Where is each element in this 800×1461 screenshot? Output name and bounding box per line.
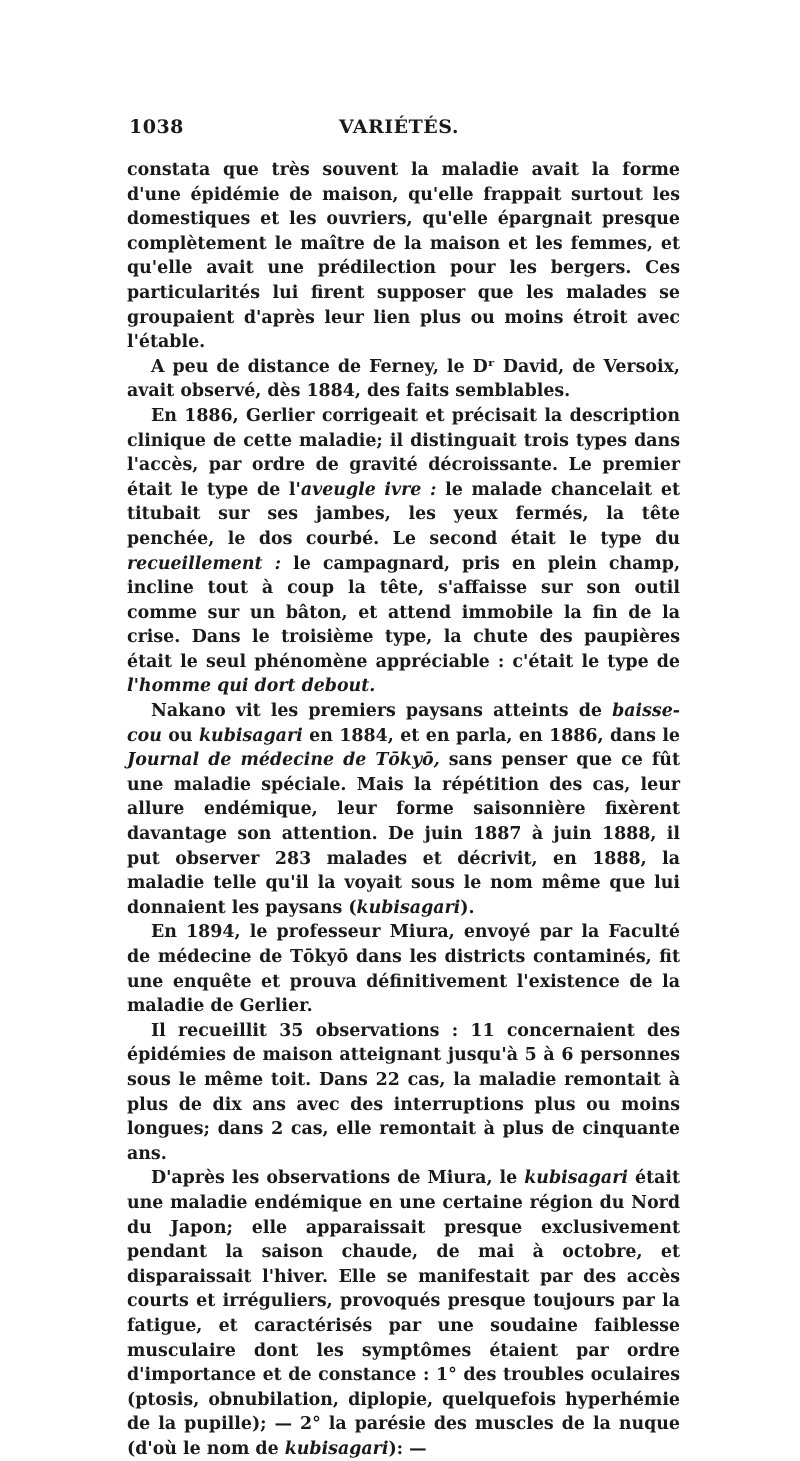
running-title: VARIÉTÉS. — [339, 116, 459, 138]
page-header — [127, 116, 680, 144]
text-run: le malade chancelait et titubait sur ses jambes, les yeux fermés, la tête penchée, le dos courbé. Le second était le type du — [127, 479, 680, 549]
book-page — [127, 116, 680, 1461]
text-run: En 1894, le professeur Miura, envoyé par la Faculté de médecine de Tōkyō dans les districts contaminés, fit une enquête et prouva définitivement l'existence de la maladie de Gerlier. — [127, 922, 680, 1017]
text-run: était une maladie endémique en une certaine région du Nord du Japon; elle apparaissait presque exclusivement pendant la saison chaude, de mai à octobre, et disparaissait l'hiver. Elle se manifestait par des accès courts et irréguliers, provoqués presque toujours par la fatigue, et caractérisés par une soudaine faiblesse musculaire dont les symptômes étaient par ordre d'importance et de constance : 1° des troubles oculaires (ptosis, obnubilation, diplopie, quelquefois hyperhémie de la pupille); — 2° la parésie des muscles de la nuque (d'où le nom de — [127, 1168, 681, 1459]
paragraph — [127, 699, 680, 920]
text-run: ou — [161, 725, 199, 746]
italic-run: aveugle ivre : — [300, 479, 437, 500]
italic-run: l'homme qui dort debout. — [127, 676, 376, 697]
paragraph — [127, 158, 680, 355]
italic-run: Journal de médecine de Tōkyō, — [127, 750, 440, 771]
italic-run: recueillement : — [127, 553, 282, 574]
text-run: En 1886, Gerlier corrigeait et précisait la description clinique de cette maladie; il distinguait trois types dans l'accès, par ordre de gravité décroissante. Le premier était le type de l' — [127, 405, 680, 500]
text-run: sans penser que ce fût une maladie spéciale. Mais la répétition des cas, leur allure endémique, leur forme saisonnière fixèrent davantage son attention. De juin 1887 à juin 1888, il put observer 283 malades et décrivit, en 1888, la maladie telle qu'il la voyait sous le nom même que lui donnaient les paysans ( — [127, 750, 680, 918]
text-run: Nakano vit les premiers paysans atteints de — [151, 701, 613, 722]
italic-run: kubisagari — [199, 725, 303, 746]
text-run: A peu de distance de Ferney, le Dʳ David, de Versoix, avait observé, dès 1884, des faits semblables. — [127, 356, 680, 402]
italic-run: kubisagari — [524, 1168, 628, 1189]
paragraph — [127, 1019, 680, 1167]
italic-run: baisse-cou — [127, 701, 680, 746]
text-run: D'après les observations de Miura, le — [151, 1168, 525, 1189]
paragraph — [127, 355, 680, 404]
text-run: le campagnard, pris en plein champ, incline tout à coup la tête, s'affaisse sur son outil comme sur un bâton, et attend immobile la fin de la crise. Dans le troisième type, la chute des paupières était le seul phénomène appréciable : c'était le type de — [127, 553, 680, 672]
text-run: constata que très souvent la maladie avait la forme d'une épidémie de maison, qu'elle frappait surtout les domestiques et les ouvriers, qu'elle épargnait presque complètement le maître de la maison et les femmes, et qu'elle avait une prédilection pour les bergers. Ces particularités lui firent supposer que les malades se groupaient d'après leur lien plus ou moins étroit avec l'étable. — [127, 160, 680, 353]
italic-run: kubisagari — [356, 897, 461, 918]
body-text — [127, 158, 680, 1461]
paragraph — [127, 404, 680, 699]
paragraph — [127, 1166, 680, 1461]
italic-run: kubisagari — [284, 1438, 389, 1459]
text-run: en 1884, et en parla, en 1886, dans le — [302, 725, 680, 746]
text-run: ): — — [388, 1438, 427, 1459]
text-run: ). — [460, 897, 475, 918]
paragraph — [127, 920, 680, 1018]
page-number: 1038 — [129, 116, 184, 138]
text-run: Il recueillit 35 observations : 11 concernaient des épidémies de maison atteignant jusqu'à 5 à 6 personnes sous le même toit. Dans 22 cas, la maladie remontait à plus de dix ans avec des interruptions plus ou moins longues; dans 2 cas, elle remontait à plus de cinquante ans. — [127, 1020, 680, 1164]
